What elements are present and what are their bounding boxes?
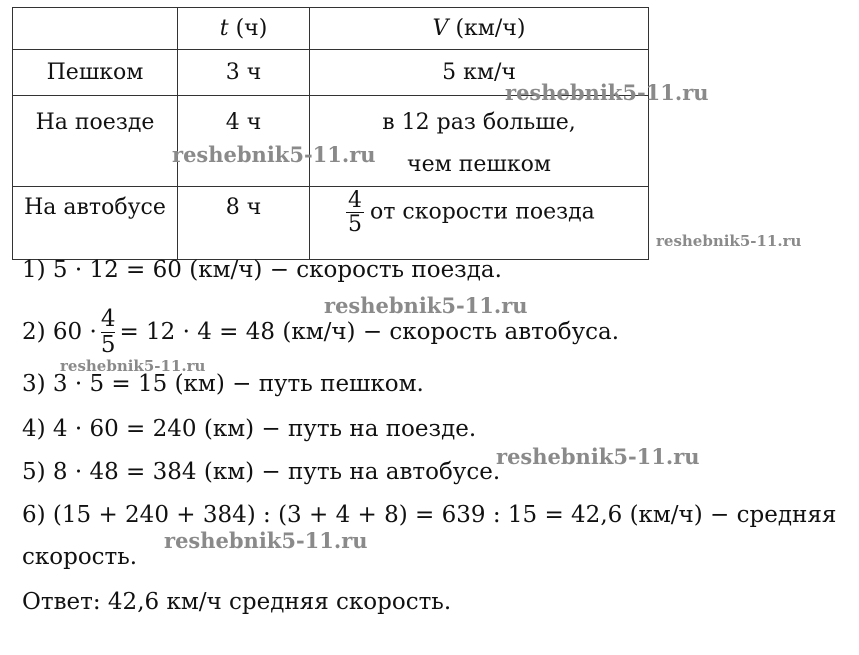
row-label: Пешком (13, 50, 178, 96)
row-speed: в 12 раз больше, чем пешком (310, 96, 649, 187)
step-5: 5) 8 · 48 = 384 (км) − путь на автобусе. (22, 459, 501, 485)
table-row (13, 96, 649, 187)
table-row (13, 187, 649, 260)
row-label: На автобусе (13, 187, 178, 260)
step-6-line-2: скорость. (22, 544, 138, 570)
table-header-row (13, 8, 649, 50)
row-speed: 5 км/ч (310, 50, 649, 96)
row-speed: $\frac{4}{5}$ от скорости поезда (310, 187, 649, 260)
watermark: reshebnik5-11.ru (505, 80, 709, 105)
watermark: reshebnik5-11.ru (60, 357, 206, 375)
answer: Ответ: 42,6 км/ч средняя скорость. (22, 589, 452, 615)
step-2: 2) 60 · $\frac{4}{5}$ = 12 · 4 = 48 (км/ч) − скорость автобуса. (22, 306, 620, 359)
data-table (12, 7, 649, 260)
step-1: 1) 5 · 12 = 60 (км/ч) − скорость поезда. (22, 257, 502, 283)
row-time: 8 ч (178, 187, 310, 260)
watermark: reshebnik5-11.ru (172, 142, 376, 167)
row-label: На поезде (13, 96, 178, 187)
watermark: reshebnik5-11.ru (496, 444, 700, 469)
step-6-line-1: 6) (15 + 240 + 384) : (3 + 4 + 8) = 639 : 15 = 42,6 (км/ч) − средняя (22, 502, 837, 528)
header-empty-cell (13, 8, 178, 50)
header-speed-cell: V (км/ч) (310, 8, 649, 50)
fraction: $\frac{4}{5}$ (348, 188, 362, 238)
watermark: reshebnik5-11.ru (656, 232, 802, 250)
row-time: 3 ч (178, 50, 310, 96)
header-time-cell: t (ч) (178, 8, 310, 50)
fraction: $\frac{4}{5}$ (100, 306, 116, 359)
step-4: 4) 4 · 60 = 240 (км) − путь на поезде. (22, 416, 477, 442)
watermark: reshebnik5-11.ru (324, 293, 528, 318)
watermark: reshebnik5-11.ru (164, 528, 368, 553)
step-3: 3) 3 · 5 = 15 (км) − путь пешком. (22, 371, 424, 397)
row-time: 4 ч (178, 96, 310, 187)
